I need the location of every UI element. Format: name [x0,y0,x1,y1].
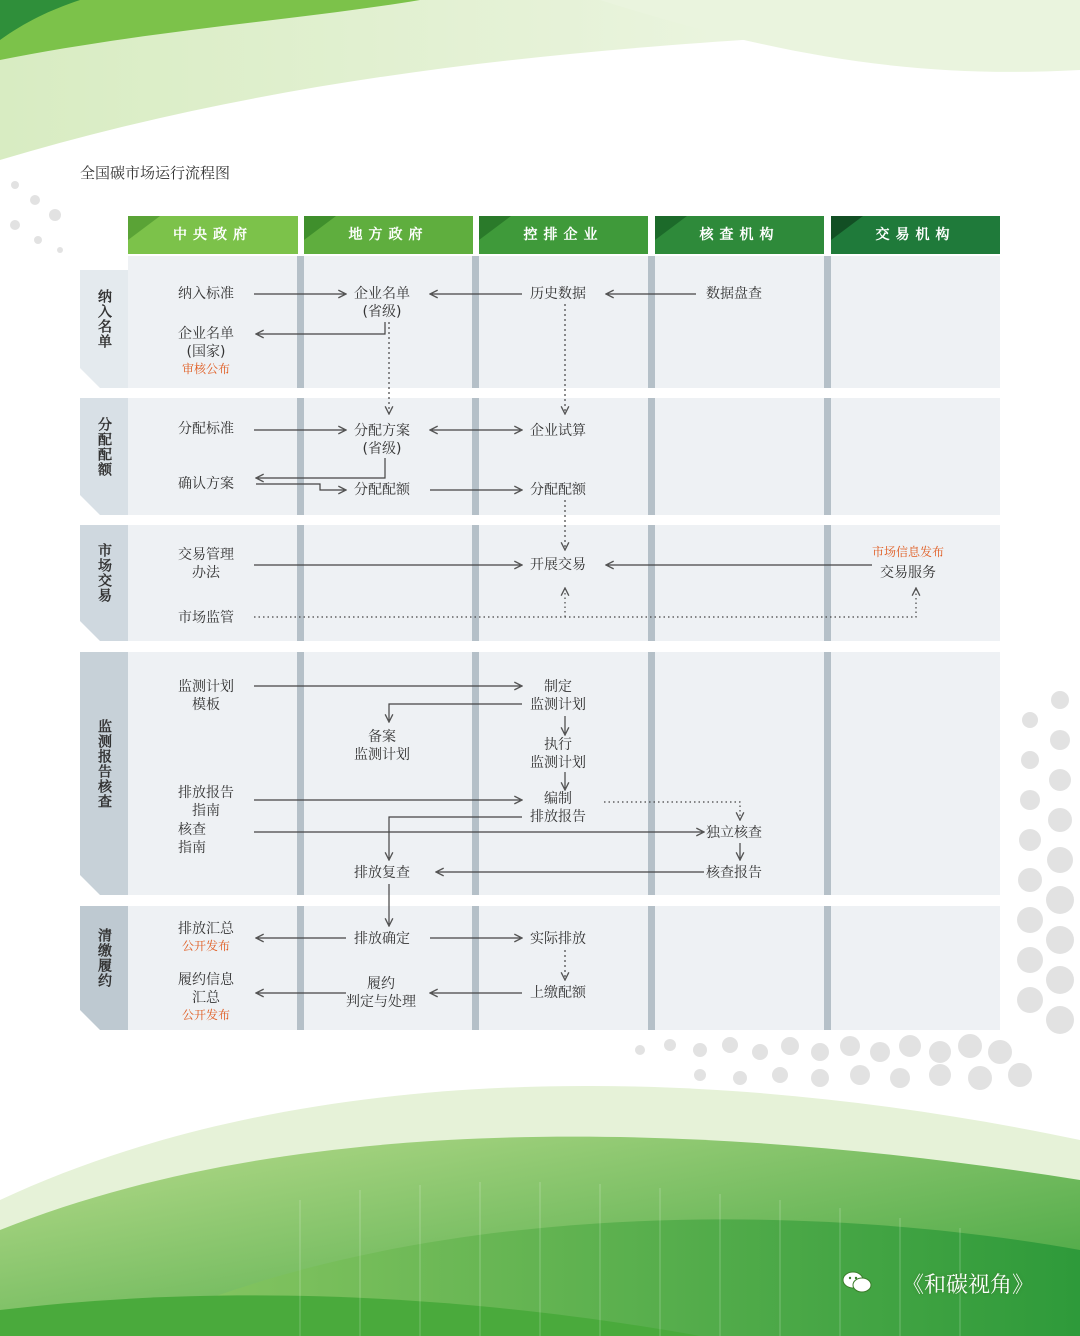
column-header-central-gov: 中央政府 [173,227,253,243]
node-surrender-quota: 上缴配额 [530,985,586,1001]
node-independent-verification: 独立核查 [706,825,762,841]
column-header-local-gov: 地方政府 [348,227,429,243]
page-title: 全国碳市场运行流程图 [80,164,231,182]
node-execute-plan: 执行 监测计划 [530,737,586,771]
node-compliance-judgement: 履约 判定与处理 [346,976,416,1010]
wechat-icon [842,1270,872,1294]
node-historical-data: 历史数据 [530,286,586,302]
row-label-mrv: 监测报告核查 [96,718,112,809]
note-publish-2: 公开发布 [181,1008,230,1022]
column-header-verification: 核查机构 [699,227,780,243]
note-publish-1: 公开发布 [181,939,230,953]
node-allocate-quota-local: 分配配额 [354,482,410,498]
node-monitoring-template: 监测计划 模板 [178,679,234,713]
node-trading-service: 市场信息发布 交易服务 [872,545,945,581]
row-label-allocation: 分配配额 [96,416,112,477]
node-confirm-plan: 确认方案 [178,476,234,492]
node-enterprise-trial-calc: 企业试算 [530,423,586,439]
node-compliance-summary: 履约信息 汇总 公开发布 [178,972,234,1022]
node-enterprise-list-national: 企业名单 (国家) 审核公布 [178,326,234,376]
node-inclusion-criteria: 纳入标准 [178,286,234,302]
column-header-enterprise: 控排企业 [523,227,604,243]
node-report-guide: 排放报告 指南 [178,785,234,819]
node-verification-report: 核查报告 [706,865,762,881]
note-market-info: 市场信息发布 [872,545,945,559]
note-review-publish: 审核公布 [181,362,230,376]
node-data-inventory: 数据盘查 [706,286,762,302]
node-trading-rules: 交易管理 办法 [178,547,234,581]
node-allocation-criteria: 分配标准 [178,421,234,437]
node-enterprise-list-provincial: 企业名单 (省级) [354,286,410,320]
node-emission-determination: 排放确定 [354,931,410,947]
node-formulate-plan: 制定 监测计划 [530,679,586,713]
row-label-compliance: 清缴履约 [96,928,112,988]
row-label-trading: 市场交易 [96,543,112,603]
node-conduct-trading: 开展交易 [530,557,586,573]
column-header-exchange: 交易机构 [875,227,956,243]
node-emission-review: 排放复查 [354,865,410,881]
node-file-plan: 备案 监测计划 [354,729,410,763]
node-emission-summary: 排放汇总 公开发布 [178,921,234,953]
node-market-supervision: 市场监管 [178,610,234,626]
watermark: 《和碳视角》 [901,1273,1034,1298]
node-compile-report: 编制 排放报告 [530,791,586,825]
node-allocation-plan: 分配方案 (省级) [354,423,410,457]
node-actual-emission: 实际排放 [530,931,586,947]
node-allocate-quota-enterprise: 分配配额 [530,482,586,498]
row-label-inclusion: 纳入名单 [96,289,112,349]
node-verification-guide: 核查 指南 [178,822,206,856]
